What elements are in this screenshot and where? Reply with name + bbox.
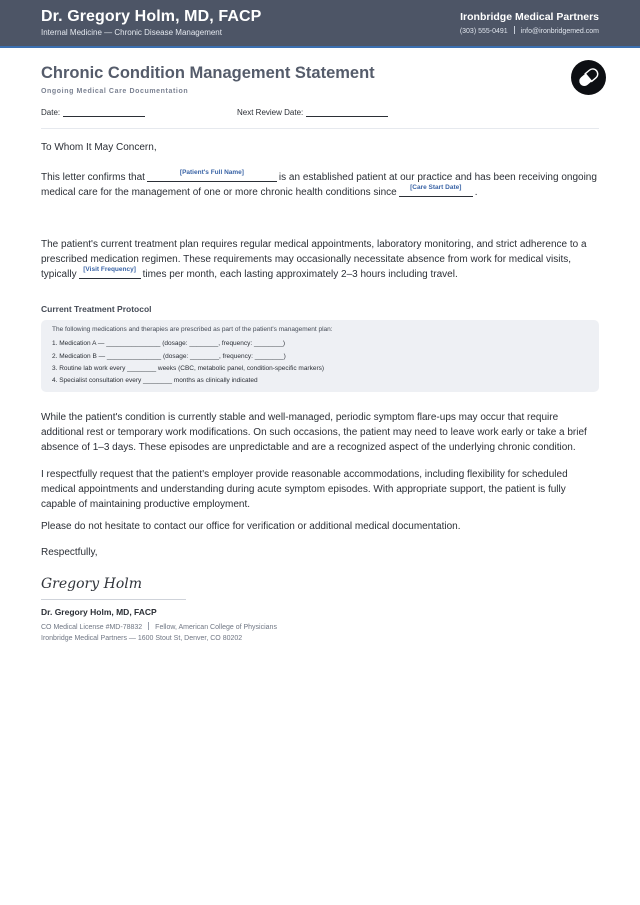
patient-name-placeholder: [Patient's Full Name] [179,169,244,176]
salutation: To Whom It May Concern, [41,142,157,153]
fellowship: Fellow, American College of Physicians [155,624,277,631]
date-field [41,108,145,117]
protocol-item: 4. Specialist consultation every ________ months as clinically indicated [52,377,258,384]
paragraph-flare-ups: While the patient's condition is currently stable and well-managed, periodic symptom flare-ups may occur that require additional rest or temporary work modifications. On such occasions, the patient may need to leave work early or take a brief absence of 1–3 days. These episodes are unpredictable and are a recognized aspect of the underlying chronic condition. [41,412,587,453]
closing: Respectfully, [41,547,98,558]
contact-info [460,26,599,35]
paragraph-confirmation [41,170,599,200]
date-blank[interactable] [63,116,145,117]
paragraph-treatment-plan [41,237,599,282]
doctor-specialty: Internal Medicine — Chronic Disease Management [41,28,222,37]
protocol-intro: The following medications and therapies are prescribed as part of the patient's management plan: [52,326,333,333]
license-number: CO Medical License #MD-78832 [41,624,143,631]
paragraph-contact: Please do not hesitate to contact our office for verification or additional medical documentation. [41,521,461,532]
document-subtitle: Ongoing Medical Care Documentation [41,88,189,95]
paragraph-text: The patient's current treatment plan requires regular medical appointments, laboratory monitoring, and strict adherence to a prescribed medication regimen. These requirements may occasionally necessitate absence from work for medical visits, typically [41,239,587,280]
protocol-box [41,320,599,392]
doctor-name: Dr. Gregory Holm, MD, FACP [41,8,262,25]
header-divider [41,128,599,129]
paragraph-text: is an established patient at our practice and has been receiving ongoing medical care for the management of one or more chronic health conditions since [41,172,597,198]
care-start-blank[interactable] [399,185,473,197]
protocol-item: 2. Medication B — _______________ (dosage: ________, frequency: ________) [52,353,286,360]
protocol-item: 3. Routine lab work every ________ weeks (CBC, metabolic panel, condition-specific markers) [52,365,325,372]
paragraph-text: This letter confirms that [41,172,145,183]
practice-address: Ironbridge Medical Partners — 1600 Stout St, Denver, CO 80202 [41,635,243,642]
signatory-name: Dr. Gregory Holm, MD, FACP [41,607,157,617]
credential-divider [148,622,149,630]
paragraph-text: . [474,187,478,198]
visit-frequency-placeholder: [Visit Frequency] [83,266,136,273]
signatory-credentials [41,622,277,631]
paragraph-text: times per month, each lasting approximately 2–3 hours including travel. [142,269,458,280]
pill-icon [571,60,606,95]
patient-name-blank[interactable] [147,170,277,182]
letterhead-header [0,0,640,48]
signature-line [41,599,186,600]
date-label: Date: [41,108,61,117]
paragraph-accommodations: I respectfully request that the patient's employer provide reasonable accommodations, including flexibility for scheduled medical appointments and understanding during acute symptom episodes. With appropriate support, the patient is fully capable of maintaining productive employment. [41,469,568,510]
phone-number: (303) 555-0491 [459,28,508,35]
organization-name: Ironbridge Medical Partners [460,11,599,23]
contact-divider [514,26,515,34]
visit-frequency-blank[interactable] [79,267,141,279]
email-address: info@ironbridgemed.com [520,28,599,35]
next-review-label: Next Review Date: [237,108,304,117]
protocol-item: 1. Medication A — _______________ (dosage: ________, frequency: ________) [52,340,286,347]
care-start-placeholder: [Care Start Date] [410,184,462,191]
next-review-blank[interactable] [306,116,388,117]
protocol-heading: Current Treatment Protocol [41,304,152,314]
handwritten-signature: Gregory Holm [41,576,142,592]
document-title: Chronic Condition Management Statement [41,64,375,82]
next-review-field [237,108,388,117]
